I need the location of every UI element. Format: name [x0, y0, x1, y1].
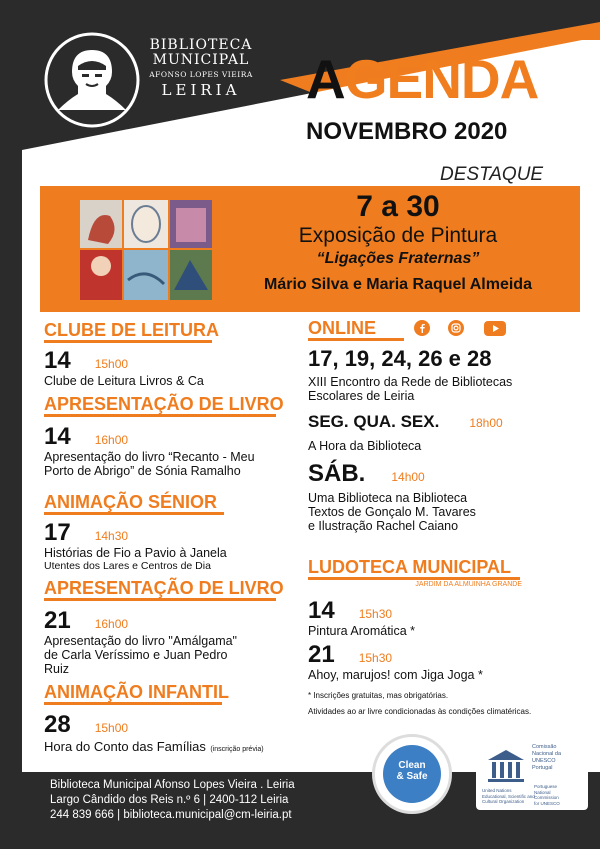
ludoteca-place: JARDIM DA ALMUINHA GRANDE — [415, 581, 522, 588]
unesco-logo — [476, 738, 588, 810]
clean-safe-badge — [372, 734, 452, 814]
online-saturday — [308, 461, 570, 487]
event-description-line2: Porto de Abrigo” de Sónia Ramalho — [44, 464, 241, 478]
unesco-temple-icon — [484, 746, 528, 786]
unesco-r-line3: Commission — [534, 795, 559, 800]
badge-line2: & Safe — [396, 771, 428, 782]
unesco-left-line2: Educational, Scientific and — [482, 793, 535, 799]
unesco-right-line4: Portugal — [532, 765, 553, 771]
highlight-text — [238, 190, 558, 296]
agenda-title — [306, 48, 539, 110]
highlight-dates: 7 a 30 — [356, 190, 440, 223]
event-day: 17 — [44, 519, 71, 546]
section-title-infantil — [44, 682, 302, 702]
section-title-ludoteca-text: LUDOTECA MUNICIPAL — [308, 557, 511, 577]
event-time: 16h00 — [94, 433, 129, 447]
library-name — [142, 38, 260, 99]
unesco-right-line3: UNESCO — [532, 758, 556, 764]
section-title-infantil-text: ANIMAÇÃO INFANTIL — [44, 682, 229, 702]
online-weekdays-description: A Hora da Biblioteca — [308, 439, 422, 453]
online-description-line2: Escolares de Leiria — [308, 389, 415, 403]
instagram-icon[interactable] — [448, 320, 464, 336]
event-description-line3: Ruiz — [44, 662, 70, 676]
painting-thumbnails — [80, 200, 212, 300]
event-description-line2: Utentes dos Lares e Centros de Dia — [44, 560, 211, 572]
event-day: 14 — [44, 423, 71, 450]
unesco-right-line2: Nacional da — [532, 751, 562, 757]
event-description: Pintura Aromática * — [308, 624, 415, 638]
highlight-label: DESTAQUE — [440, 164, 544, 185]
online-days: 17, 19, 24, 26 e 28 — [308, 346, 492, 371]
section-underline — [44, 512, 224, 515]
highlight-artists: Mário Silva e Maria Raquel Almeida — [264, 276, 532, 293]
footer-address-line1: Biblioteca Municipal Afonso Lopes Vieira . Leiria — [50, 779, 295, 791]
event-time: 15h30 — [358, 651, 393, 665]
month-title: NOVEMBRO 2020 — [306, 118, 508, 145]
event-note: (inscrição prévia) — [210, 746, 264, 753]
section-title-ludoteca — [308, 557, 570, 577]
right-column — [308, 318, 570, 718]
event-description: Ahoy, marujos! com Jiga Joga * — [308, 668, 483, 682]
section-underline — [44, 340, 212, 343]
event-day: 14 — [44, 347, 71, 374]
highlight-subtitle: “Ligações Fraternas” — [316, 250, 480, 267]
section-underline — [308, 338, 404, 341]
event-apresentacao-1 — [44, 424, 302, 450]
library-logo — [42, 30, 142, 130]
youtube-icon[interactable] — [484, 321, 506, 336]
section-title-senior-text: ANIMAÇÃO SÉNIOR — [44, 492, 218, 512]
event-ludoteca-2 — [308, 642, 570, 668]
event-time: 18h00 — [469, 416, 503, 430]
badge-line1: Clean — [398, 760, 426, 771]
section-title-clube-text: CLUBE DE LEITURA — [44, 320, 219, 340]
section-underline — [308, 577, 520, 580]
clean-safe-badge-inner — [383, 745, 441, 803]
ludoteca-note-1: * Inscrições gratuitas, mas obrigatórias. — [308, 691, 449, 700]
unesco-right-line1: Comissão — [532, 744, 557, 750]
event-description: Clube de Leitura Livros & Ca — [44, 374, 204, 388]
event-day: 21 — [44, 607, 71, 634]
event-description: Hora do Conto das Famílias — [44, 739, 206, 754]
section-title-online-text: ONLINE — [308, 318, 377, 338]
library-name-line2: MUNICIPAL — [152, 52, 250, 68]
event-infantil — [44, 712, 302, 738]
section-title-apresentacao-2 — [44, 578, 302, 598]
online-weekdays — [308, 409, 570, 435]
ludoteca-note-2: Atividades ao ar livre condicionadas às condições climatéricas. — [308, 707, 532, 716]
section-underline — [44, 414, 276, 417]
section-title-apresentacao-1 — [44, 394, 302, 414]
section-title-clube — [44, 320, 302, 340]
event-time: 16h00 — [94, 617, 129, 631]
event-time: 14h00 — [391, 470, 425, 484]
unesco-commission-text — [532, 744, 561, 772]
event-time: 15h30 — [358, 607, 393, 621]
facebook-icon[interactable] — [414, 320, 430, 336]
online-saturday-description-line3: e Ilustração Rachel Caiano — [308, 519, 459, 533]
unesco-r-line1: Portuguese — [534, 784, 558, 789]
footer-contact: 244 839 666 | biblioteca.municipal@cm-leiria.pt — [50, 809, 292, 821]
agenda-title-first-letter: A — [306, 48, 345, 110]
event-day: 14 — [308, 597, 335, 624]
unesco-left-line3: Cultural Organization — [482, 799, 525, 804]
unesco-org-text — [482, 788, 536, 805]
event-time: 15h00 — [94, 721, 129, 735]
event-clube — [44, 348, 302, 374]
event-description-line2: de Carla Veríssimo e Juan Pedro — [44, 648, 228, 662]
left-column — [44, 320, 302, 756]
section-title-senior — [44, 492, 302, 512]
unesco-left-line1: United Nations — [482, 788, 512, 793]
footer — [50, 778, 295, 823]
library-name-line4: LEIRIA — [161, 81, 241, 99]
online-description-line1: XIII Encontro da Rede de Bibliotecas — [308, 375, 513, 389]
online-saturday-label: SÁB. — [308, 460, 366, 487]
event-description-line1: Apresentação do livro "Amálgama" — [44, 634, 237, 648]
event-description-row — [44, 738, 302, 756]
unesco-r-line2: National — [534, 789, 551, 795]
event-description-line1: Histórias de Fio a Pavio à Janela — [44, 546, 227, 560]
library-name-line3: AFONSO LOPES VIEIRA — [149, 70, 253, 79]
event-senior — [44, 520, 302, 546]
online-saturday-description-line2: Textos de Gonçalo M. Tavares — [308, 505, 476, 519]
online-weekdays-label: SEG. QUA. SEX. — [308, 412, 440, 431]
event-time: 15h00 — [94, 357, 129, 371]
event-day: 21 — [308, 641, 335, 668]
section-title-online — [308, 318, 376, 338]
highlight-title: Exposição de Pintura — [298, 224, 498, 247]
section-title-apresentacao-1-text: APRESENTAÇÃO DE LIVRO — [44, 394, 284, 414]
section-underline — [44, 598, 276, 601]
unesco-english-text — [534, 784, 586, 806]
footer-address-line2: Largo Cândido dos Reis n.º 6 | 2400-112 Leiria — [50, 794, 289, 806]
library-name-line1: BIBLIOTECA — [149, 37, 253, 53]
online-saturday-description-line1: Uma Biblioteca na Biblioteca — [308, 491, 468, 505]
section-underline — [44, 702, 222, 705]
event-time: 14h30 — [94, 529, 129, 543]
agenda-title-rest: GENDA — [344, 48, 539, 110]
online-header — [308, 318, 570, 338]
event-ludoteca-1 — [308, 598, 570, 624]
event-apresentacao-2 — [44, 608, 302, 634]
event-day: 28 — [44, 711, 71, 738]
unesco-r-line4: for UNESCO — [534, 800, 560, 806]
event-description-line1: Apresentação do livro “Recanto - Meu — [44, 450, 255, 464]
section-title-apresentacao-2-text: APRESENTAÇÃO DE LIVRO — [44, 578, 284, 598]
